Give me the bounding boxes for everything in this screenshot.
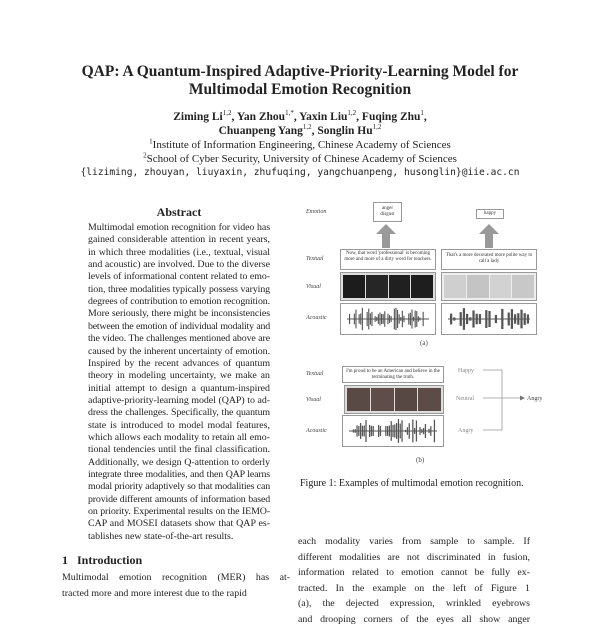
waveform-bar <box>395 308 396 330</box>
waveform-bar <box>396 423 397 439</box>
abstract-line-text: adaptive-priority-learning model (QAP) to ad- <box>88 394 270 406</box>
body-line-text: tracted. In the example on the left of Figure 1 <box>298 582 530 594</box>
aff-sup: 2 <box>143 151 147 160</box>
aff-text: Institute of Information Engineering, Chinese Academy of Sciences <box>152 139 451 151</box>
video-frame <box>371 388 394 411</box>
visual-frames-b <box>344 385 444 414</box>
waveform-bar <box>383 314 384 324</box>
waveform-bar <box>368 309 369 330</box>
video-frame <box>389 275 411 298</box>
waveform-bar <box>488 311 490 327</box>
section-heading-introduction: 1 Introduction <box>62 553 143 567</box>
label-acoustic: Acoustic <box>306 315 327 321</box>
author-line-2 <box>0 122 600 139</box>
subfigure-label-b: (b) <box>416 456 425 464</box>
waveform-bar <box>362 426 363 437</box>
paper-title <box>0 63 600 99</box>
author-separator: , <box>356 111 362 123</box>
option-angry: Angry <box>458 428 474 434</box>
abstract-line-text: theory in modeling uncertainty, we make an <box>88 370 270 382</box>
waveform-bar <box>423 312 424 326</box>
waveform-bar <box>508 313 510 326</box>
waveform-bar <box>371 312 372 326</box>
waveform-bar <box>495 315 497 323</box>
waveform-bar <box>409 423 410 439</box>
abstract-line <box>88 457 270 469</box>
abstract-line <box>88 296 270 308</box>
author-affiliation-sup: 1,2 <box>222 109 232 118</box>
abstract-line-text: initial attempt to design a quantum-inspired <box>88 382 270 394</box>
waveform-bar <box>520 310 522 329</box>
emotion-box-left: anger disgust <box>373 202 402 222</box>
abstract-line <box>88 358 270 370</box>
subfigure-label-a: (a) <box>420 339 428 347</box>
video-frame <box>444 275 466 298</box>
abstract-line <box>88 506 270 518</box>
abstract-line-text: the video. The challenges mentioned above are <box>88 333 270 345</box>
video-frame <box>418 388 441 411</box>
abstract-line <box>88 333 270 345</box>
author-separator: , <box>293 111 300 123</box>
abstract-line <box>88 284 270 296</box>
abstract-line <box>88 518 270 530</box>
waveform-bar <box>355 310 356 329</box>
author-affiliation-sup: 1,2 <box>302 122 312 131</box>
abstract-line <box>88 469 270 481</box>
intro-line-text: tracted more and more interest due to the rapid <box>62 588 247 599</box>
waveform-bar <box>391 316 392 322</box>
waveform-bar <box>381 314 382 324</box>
acoustic-wave-b <box>342 415 444 447</box>
waveform-bar <box>394 424 395 437</box>
waveform-bar <box>389 315 390 323</box>
waveform-bar <box>362 308 363 331</box>
arrow-right-icon <box>520 396 525 401</box>
waveform-bar <box>463 308 465 330</box>
fusion-bracket <box>480 365 530 435</box>
abstract-line-text: provide different amounts of information based <box>88 493 270 505</box>
abstract-heading: Abstract <box>156 205 202 219</box>
abstract-line <box>88 383 270 395</box>
abstract-line-text: which allows each modality to retain all emo- <box>88 431 270 443</box>
waveform-bar <box>376 317 377 321</box>
video-frame <box>366 275 388 298</box>
author-emails: {liziming, zhouyan, liuyaxin, zhufuqing, yangchuanpeng, husonglin}@iie.ac.cn <box>80 167 520 178</box>
abstract-line-text: tablishes new state-of-the-art results. <box>88 530 234 542</box>
up-arrows <box>370 223 510 249</box>
author-line-1 <box>0 111 600 125</box>
author-name: Yaxin Liu <box>299 111 348 123</box>
abstract-line-text: CAP and MOSEI datasets show that QAP es- <box>88 518 270 530</box>
up-arrow-icon <box>376 224 396 248</box>
abstract-line <box>88 346 270 358</box>
abstract-line <box>88 494 270 506</box>
abstract-line <box>88 370 270 382</box>
waveform-bar <box>460 312 462 326</box>
abstract-line-text: integrate three modalities, and then QAP learns <box>88 469 270 480</box>
aff-text: School of Cyber Security, University of Chinese Academy of Sciences <box>146 153 457 165</box>
waveform-bar <box>527 314 529 323</box>
label-emotion: Emotion <box>306 209 327 215</box>
waveform-bar <box>415 311 416 328</box>
abstract-line-text: degrees of contribution to emotion recognition. <box>88 296 270 308</box>
waveform-bar <box>360 313 361 324</box>
affiliation-1 <box>0 139 600 152</box>
abstract-line-text: gained considerable attention in recent years, <box>88 234 270 246</box>
waveform-bar <box>353 429 354 432</box>
waveform-bar <box>370 313 371 324</box>
body-line-text: different modalities are not discriminated in fusion, <box>298 551 530 563</box>
abstract-line-text: between the emotion of individual modality and <box>88 320 270 332</box>
author-affiliation-sup: 1,2 <box>347 109 357 118</box>
waveform-bar <box>466 314 468 324</box>
abstract-line <box>88 420 270 432</box>
acoustic-wave-right <box>441 303 537 335</box>
waveform-bar <box>384 311 385 327</box>
option-happy: Happy <box>458 368 474 374</box>
option-neutral: Neutral <box>456 396 474 402</box>
label-acoustic-b: Acoustic <box>306 428 327 434</box>
waveform-bar <box>349 314 350 324</box>
video-frame <box>343 275 365 298</box>
waveform-bar <box>356 425 357 436</box>
abstract-line <box>88 531 270 543</box>
waveform-bar <box>401 420 402 442</box>
author-affiliation-sup: 1,2 <box>372 122 382 131</box>
abstract-line <box>88 271 270 283</box>
body-line-text: information related to emotion cannot be fully ex- <box>298 567 530 579</box>
emotion-box-right: happy <box>476 209 504 219</box>
author-separator: , <box>423 111 427 123</box>
label-textual: Textual <box>306 256 324 262</box>
body-line <box>298 552 530 564</box>
body-line <box>298 598 530 610</box>
waveform-bar <box>413 317 414 321</box>
intro-line <box>62 572 290 584</box>
waveform-bar <box>421 429 422 433</box>
video-frame <box>411 275 433 298</box>
waveform-bar <box>434 420 435 443</box>
waveform-bar <box>387 314 388 325</box>
waveform-bar <box>375 316 376 322</box>
waveform-bar <box>398 419 399 443</box>
abstract-line <box>88 259 270 271</box>
waveform-bar <box>369 425 370 437</box>
abstract-line <box>88 247 270 259</box>
abstract-line <box>88 407 270 419</box>
waveform-bar <box>373 426 374 436</box>
waveform-bar <box>453 317 455 320</box>
waveform-bar <box>371 426 372 436</box>
waveform-bar <box>411 309 412 328</box>
textual-box-right: That's a more decorated more polite way to call a lady <box>441 249 537 270</box>
waveform-bar <box>472 310 474 327</box>
waveform-bar <box>394 309 395 330</box>
visual-frames-right <box>441 272 537 301</box>
body-line <box>298 583 530 595</box>
body-line-text: each modality varies from sample to sample. If <box>298 536 530 547</box>
abstract-line-text: Multimodal emotion recognition for video has <box>88 222 270 233</box>
waveform-bar <box>355 429 356 433</box>
author-name: Ziming Li <box>173 111 223 123</box>
abstract-line <box>88 308 270 320</box>
abstract-line-text: caused by the inherent uncertainty of emotion. <box>88 345 270 357</box>
waveform-bar <box>469 317 471 320</box>
abstract-line-text: Inspired by the recent advances of quantum <box>88 357 270 369</box>
body-line-text: (a), the dejected expression, wrinkled eyebrows <box>298 598 530 610</box>
waveform-bar <box>418 316 419 322</box>
waveform-bar <box>410 313 411 326</box>
textual-box-left: Now, that word 'professional' is becoming more and more of a dirty word for teachers. <box>340 249 436 270</box>
video-frame <box>347 388 370 411</box>
waveform-bar <box>479 314 481 324</box>
waveform-bar <box>392 425 393 437</box>
author-affiliation-sup: 1 <box>420 109 424 118</box>
waveform-bar <box>359 314 360 323</box>
waveform-bar <box>385 426 386 436</box>
waveform-bar <box>428 429 429 433</box>
waveform-bar <box>400 424 401 439</box>
waveform-bar <box>511 309 513 329</box>
waveform-bar <box>524 313 526 325</box>
body-line <box>298 614 530 626</box>
waveform-bar <box>354 314 355 325</box>
waveform-bar <box>405 430 406 432</box>
author-name: Chuanpeng Yang <box>218 124 303 137</box>
acoustic-wave-left <box>340 303 436 335</box>
video-frame <box>395 388 418 411</box>
waveform-bar <box>360 423 361 439</box>
aff-sup: 1 <box>149 137 153 146</box>
abstract-line <box>88 444 270 456</box>
abstract-line-text: levels of informational content related to emo- <box>88 271 270 283</box>
abstract-line-text: Additionally, we design Q-attention to orderly <box>88 456 270 468</box>
abstract-line-text: modal priority adaptively so that modalities can <box>88 481 270 493</box>
author-separator: , <box>231 111 237 123</box>
abstract-line <box>88 222 270 234</box>
author-list <box>0 111 600 138</box>
author-name: Yan Zhou <box>236 111 286 123</box>
result-label: Angry <box>527 396 543 402</box>
abstract-line-text: More seriously, there might be inconsistencies <box>88 308 270 320</box>
affiliation-2 <box>0 153 600 166</box>
label-visual-b: Visual <box>306 397 321 403</box>
up-arrow-icon <box>479 224 499 248</box>
abstract-line-text: tional tendencies until the final classification. <box>88 444 270 456</box>
video-frame <box>512 275 534 298</box>
body-line <box>298 567 530 579</box>
waveform-bar <box>414 428 415 434</box>
abstract-line-text: and acoustic) are involved. Due to the diverse <box>88 259 270 271</box>
abstract-line-text: on priority. Experimental results on the IEMO- <box>88 506 270 518</box>
title-line-2: Multimodal Emotion Recognition <box>188 81 412 98</box>
waveform-bar <box>416 420 417 441</box>
waveform-bar <box>380 426 381 436</box>
waveform-bar <box>517 313 519 325</box>
waveform-bar <box>485 310 487 328</box>
abstract-line-text: tion, three modalities typically possess varying <box>88 283 270 295</box>
waveform-bar <box>364 425 365 436</box>
waveform-bar <box>425 424 426 438</box>
waveform-bar <box>412 420 413 443</box>
waveform-bar <box>407 427 408 435</box>
waveform-bar <box>378 314 379 324</box>
abstract-line <box>88 321 270 333</box>
author-name: Songlin Hu <box>317 124 373 137</box>
intro-line <box>62 588 290 600</box>
waveform-bar <box>514 314 516 323</box>
waveform-bar <box>365 420 366 442</box>
waveform-bar <box>367 312 368 326</box>
label-visual: Visual <box>306 284 321 290</box>
abstract-line <box>88 481 270 493</box>
author-separator: , <box>311 124 318 137</box>
body-line-text: and drooping corners of the eyes all show anger <box>298 614 530 625</box>
waveform-bar <box>408 314 409 325</box>
label-textual-b: Textual <box>306 371 324 377</box>
textual-box-b: I'm proud to be an American and believe in the terminating the truth. <box>342 366 444 383</box>
abstract-line <box>88 395 270 407</box>
waveform-bar <box>379 313 380 326</box>
video-frame <box>467 275 489 298</box>
body-line <box>298 536 530 548</box>
waveform-bar <box>387 426 388 436</box>
waveform-bar <box>450 314 452 325</box>
waveform-bar <box>419 317 420 320</box>
waveform-bar <box>423 428 424 434</box>
figure-caption: Figure 1: Examples of multimodal emotion recognition. <box>300 478 524 489</box>
abstract-line-text: dress the challenges. Specifically, the quantum <box>88 407 270 419</box>
waveform-bar <box>391 421 392 441</box>
waveform-bar <box>358 426 359 436</box>
abstract-line <box>88 234 270 246</box>
waveform-bar <box>403 316 404 322</box>
waveform-bar <box>476 314 478 325</box>
intro-line-text: Multimodal emotion recognition (MER) has at- <box>62 572 290 583</box>
abstract-line-text: in which three modalities (i.e., textual, visual <box>88 246 270 258</box>
abstract-line <box>88 432 270 444</box>
author-name: Fuqing Zhu <box>361 111 421 123</box>
title-line-1: QAP: A Quantum-Inspired Adaptive-Priority-Learning Model for <box>81 63 519 80</box>
visual-frames-left <box>340 272 436 301</box>
video-frame <box>490 275 512 298</box>
waveform-bar <box>501 309 503 329</box>
waveform-bar <box>378 425 379 437</box>
abstract-line-text: state is introduced to model modal features, <box>88 419 270 431</box>
waveform-bar <box>399 314 400 323</box>
waveform-bar <box>419 427 420 435</box>
waveform-bar <box>400 317 401 321</box>
waveform-bar <box>397 310 398 328</box>
waveform-bar <box>389 426 390 437</box>
waveform-bar <box>416 311 417 327</box>
waveform-bar <box>430 426 431 436</box>
waveform-bar <box>402 311 403 327</box>
author-affiliation-sup: 1,* <box>285 109 294 118</box>
